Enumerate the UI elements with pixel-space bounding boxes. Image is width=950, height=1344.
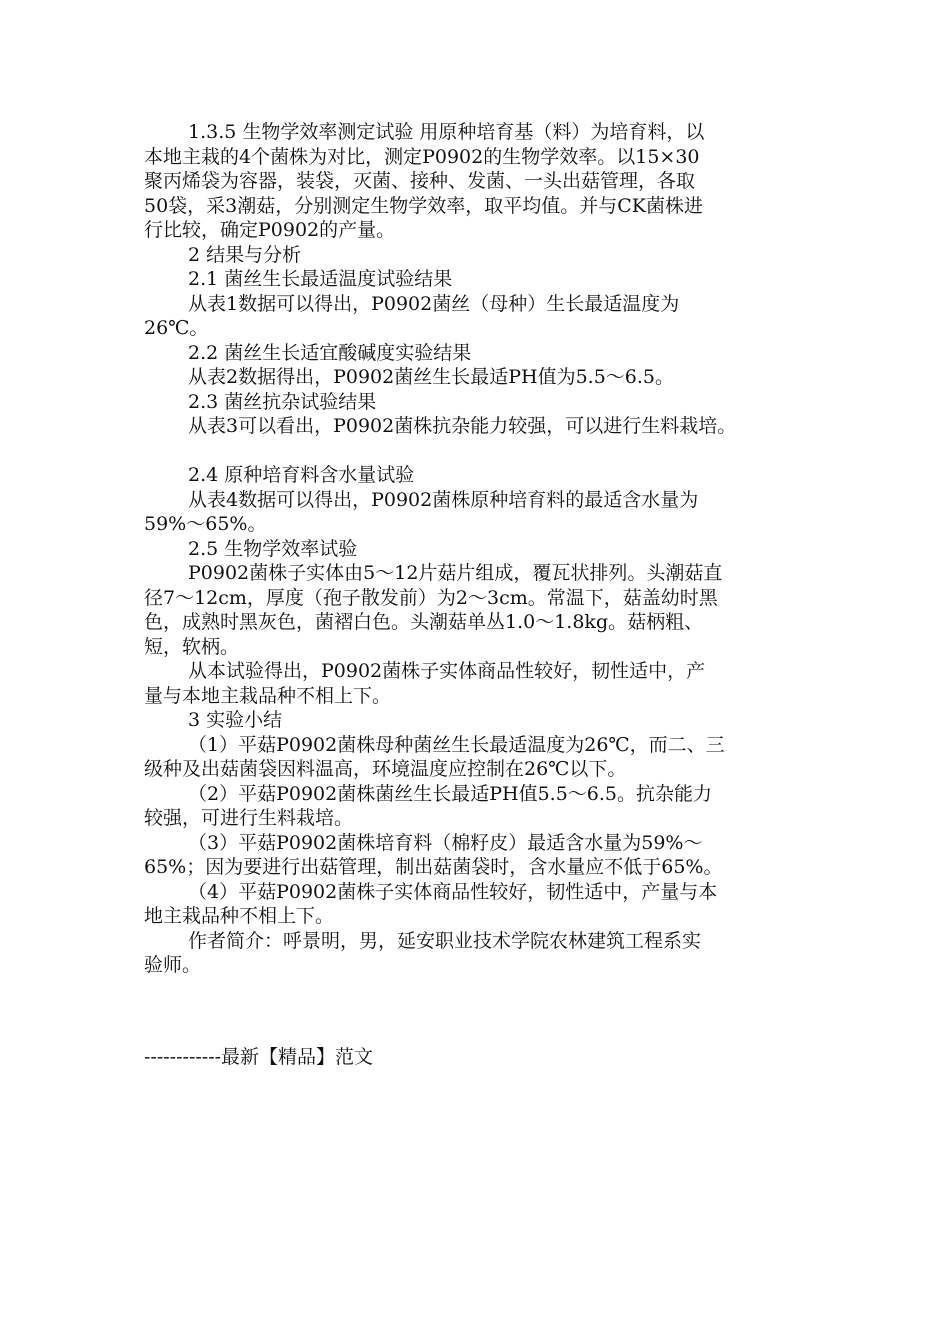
paragraph-1-3-5 [144, 120, 816, 243]
text-line: 59%～65%。 [144, 513, 267, 535]
summary-item-2 [144, 782, 816, 831]
text-line: 本地主栽的4个菌株为对比，测定P0902的生物学效率。以15×30 [144, 145, 700, 168]
text-line: 级种及出菇菌袋因料温高，环境温度应控制在26℃以下。 [144, 758, 627, 780]
text-line: 色，成熟时黑灰色，菌褶白色。头潮菇单丛1.0～1.8kg。菇柄粗、 [144, 611, 704, 633]
text-line: （3）平菇P0902菌株培育料（棉籽皮）最适含水量为59%～ [188, 831, 703, 854]
text-line: 地主栽品种不相上下。 [144, 905, 335, 927]
text-line: 从表3可以看出，P0902菌株抗杂能力较强，可以进行生料栽培。 [188, 415, 737, 437]
summary-item-4 [144, 880, 816, 929]
blank-line [144, 439, 816, 464]
summary-item-3 [144, 831, 816, 880]
text-line: 从表4数据可以得出，P0902菌株原种培育料的最适含水量为 [188, 488, 699, 511]
text-line: 2.2 菌丝生长适宜酸碱度实验结果 [188, 341, 472, 364]
text-line: 26℃。 [144, 317, 209, 339]
text-line: 65%；因为要进行出菇管理，制出菇菌袋时，含水量应不低于65%。 [144, 856, 723, 878]
text-line: 从表1数据可以得出，P0902菌丝（母种）生长最适温度为 [188, 292, 680, 315]
text-line: 量与本地主栽品种不相上下。 [144, 684, 392, 707]
text-line: 从表2数据得出，P0902菌丝生长最适PH值为5.5～6.5。 [188, 366, 675, 388]
subsection-heading-2-5 [144, 537, 816, 562]
text-line: 从本试验得出，P0902菌株子实体商品性较好，韧性适中，产 [188, 660, 706, 682]
text-line: （4）平菇P0902菌株子实体商品性较好，韧性适中，产量与本 [188, 880, 718, 903]
text-line: 较强，可进行生料栽培。 [144, 807, 354, 829]
subsection-heading-2-1 [144, 267, 816, 292]
text-line: 行比较，确定P0902的产量。 [144, 219, 396, 241]
text-line: 2.4 原种培育料含水量试验 [188, 464, 415, 486]
section-heading-2 [144, 243, 816, 268]
subsection-heading-2-2 [144, 341, 816, 366]
document-body [144, 120, 816, 978]
text-line: 1.3.5 生物学效率测定试验 用原种培育基（料）为培育料，以 [188, 121, 705, 143]
text-line: 作者简介：呼景明，男，延安职业技术学院农林建筑工程系实 [188, 929, 702, 952]
text-line: 验师。 [144, 954, 202, 976]
text-line: （1）平菇P0902菌株母种菌丝生长最适温度为26℃，而二、三 [188, 733, 725, 756]
summary-item-1 [144, 733, 816, 782]
text-line: 50袋，采3潮菇，分别测定生物学效率，取平均值。并与CK菌株进 [144, 194, 703, 217]
text-line: 2.5 生物学效率试验 [188, 537, 358, 560]
paragraph-2-3-body [144, 414, 816, 439]
paragraph-2-4-body [144, 488, 816, 537]
author-bio [144, 929, 816, 978]
text-line: 2 结果与分析 [188, 243, 302, 266]
subsection-heading-2-3 [144, 390, 816, 415]
text-line: P0902菌株子实体由5～12片菇片组成，覆瓦状排列。头潮菇直 [188, 562, 723, 584]
text-line: 聚丙烯袋为容器，装袋，灭菌、接种、发菌、一头出菇管理，各取 [144, 170, 696, 192]
text-line: 短，软柄。 [144, 635, 240, 658]
paragraph-2-2-body [144, 365, 816, 390]
paragraph-2-1-body [144, 292, 816, 341]
text-line: 2.3 菌丝抗杂试验结果 [188, 390, 377, 413]
subsection-heading-2-4 [144, 463, 816, 488]
text-line: 2.1 菌丝生长最适温度试验结果 [188, 268, 453, 290]
text-line: 径7～12cm，厚度（孢子散发前）为2～3cm。常温下，菇盖幼时黑 [144, 586, 718, 609]
paragraph-2-5-description [144, 561, 816, 659]
text-line: （2）平菇P0902菌株菌丝生长最适PH值5.5～6.5。抗杂能力 [188, 782, 713, 805]
footer-banner: ------------最新【精品】范文 [144, 1046, 374, 1068]
text-line: 3 实验小结 [188, 709, 283, 731]
paragraph-2-5-conclusion [144, 659, 816, 708]
section-heading-3 [144, 708, 816, 733]
